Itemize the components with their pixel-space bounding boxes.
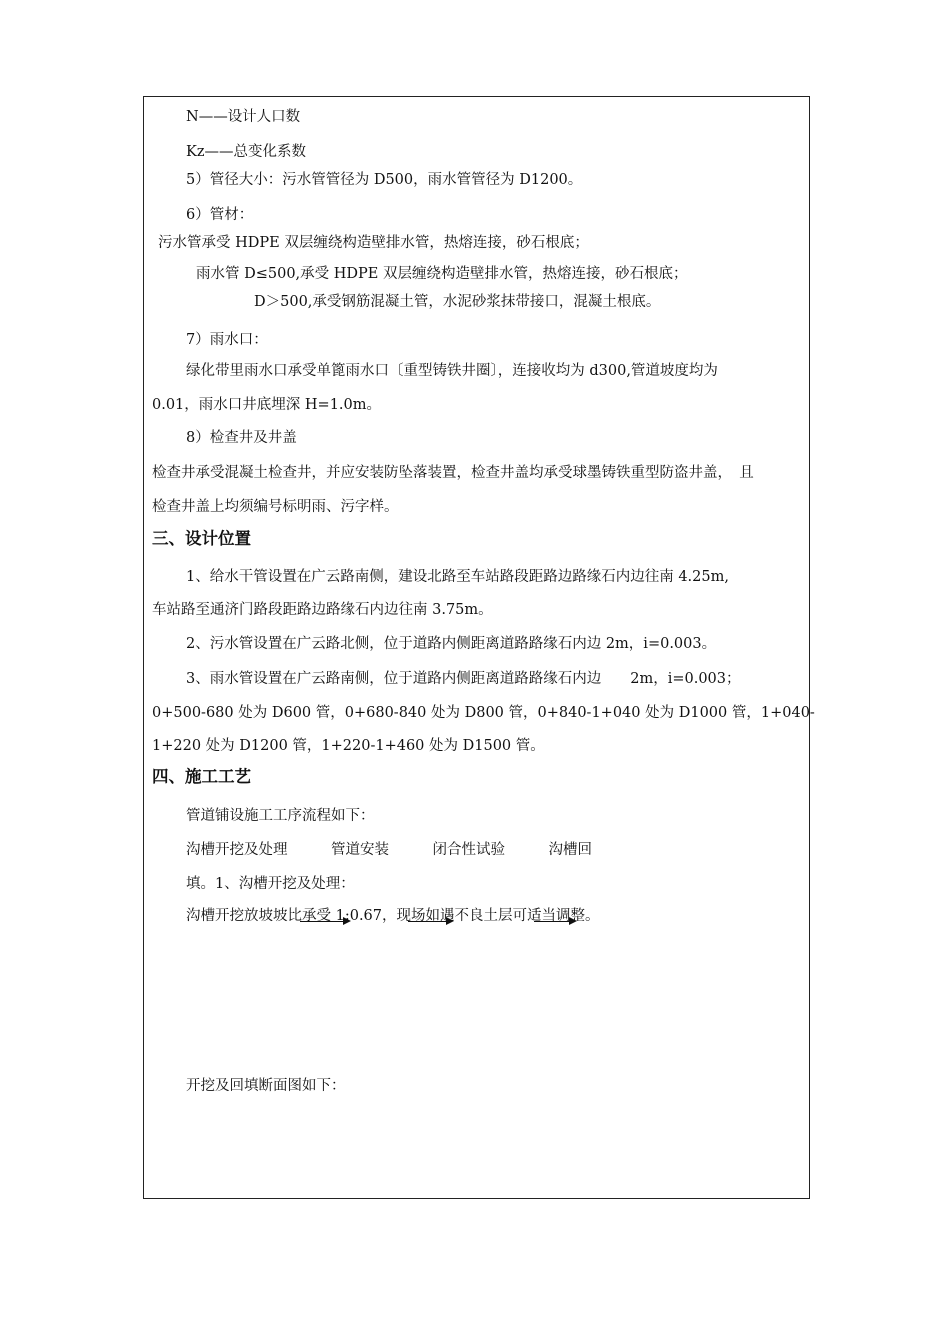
sewage-pipe-location: 2、污水管设置在广云路北侧，位于道路内侧距离道路路缘石内边 2m，i=0.003。 xyxy=(186,636,717,652)
process-intro: 管道铺设施工工序流程如下： xyxy=(186,808,375,824)
manhole-text: 检查井承受混凝土检查井，并应安装防坠落装置，检查井盖均承受球墨铸铁重型防盗井盖， 且 xyxy=(152,465,754,481)
flow-arrow-1 xyxy=(300,921,345,922)
cross-section-caption: 开挖及回填断面图如下： xyxy=(186,1078,346,1094)
pipe-diameter-item: 5）管径大小：污水管管径为 D500，雨水管管径为 D1200。 xyxy=(186,172,583,188)
rain-pipe-material-large: D＞500,承受钢筋混凝土管，水泥砂浆抹带接口，混凝土根底。 xyxy=(254,294,661,310)
flow-arrow-3 xyxy=(534,921,571,922)
trench-excavation-heading: 填。1、沟槽开挖及处理： xyxy=(186,876,355,892)
rain-inlet-text: 绿化带里雨水口承受单篦雨水口〔重型铸铁井圈〕，连接收均为 d300,管道坡度均为 xyxy=(186,363,718,379)
water-main-location-cont: 车站路至通济门路段距路边路缘石内边往南 3.75m。 xyxy=(152,602,493,618)
section-design-location-heading: 三、设计位置 xyxy=(152,529,251,548)
sewage-pipe-material: 污水管承受 HDPE 双层缠绕构造壁排水管，热熔连接，砂石根底； xyxy=(158,235,589,251)
variable-kz-definition: Kz——总变化系数 xyxy=(186,144,306,160)
rain-inlet-heading: 7）雨水口： xyxy=(186,332,268,348)
rain-pipe-segments-cont: 1+220 处为 D1200 管，1+220-1+460 处为 D1500 管。 xyxy=(152,738,545,754)
rain-pipe-material-small: 雨水管 D≤500,承受 HDPE 双层缠绕构造壁排水管，热熔连接，砂石根底； xyxy=(196,266,688,282)
pipe-material-heading: 6）管材： xyxy=(186,207,254,223)
variable-n-definition: N——设计人口数 xyxy=(186,109,301,125)
section-construction-process-heading: 四、施工工艺 xyxy=(152,767,251,786)
trench-slope-text: 沟槽开挖放坡坡比承受 1:0.67，现场如遇不良土层可适当调整。 xyxy=(186,908,600,924)
rain-pipe-segments: 0+500-680 处为 D600 管，0+680-840 处为 D800 管，0+840-1+040 处为 D1000 管，1+040- xyxy=(152,705,815,721)
rain-inlet-text-cont: 0.01，雨水口井底埋深 H=1.0m。 xyxy=(152,397,381,413)
manhole-text-cont: 检查井盖上均须编号标明雨、污字样。 xyxy=(152,499,399,515)
process-flow-steps: 沟槽开挖及处理 管道安装 闭合性试验 沟槽回 xyxy=(186,842,592,858)
rain-pipe-location: 3、雨水管设置在广云路南侧，位于道路内侧距离道路路缘石内边 2m，i=0.003； xyxy=(186,671,741,687)
flow-arrow-2 xyxy=(408,921,448,922)
water-main-location: 1、给水干管设置在广云路南侧，建设北路至车站路段距路边路缘石内边往南 4.25m, xyxy=(186,569,729,585)
manhole-heading: 8）检查井及井盖 xyxy=(186,430,297,446)
